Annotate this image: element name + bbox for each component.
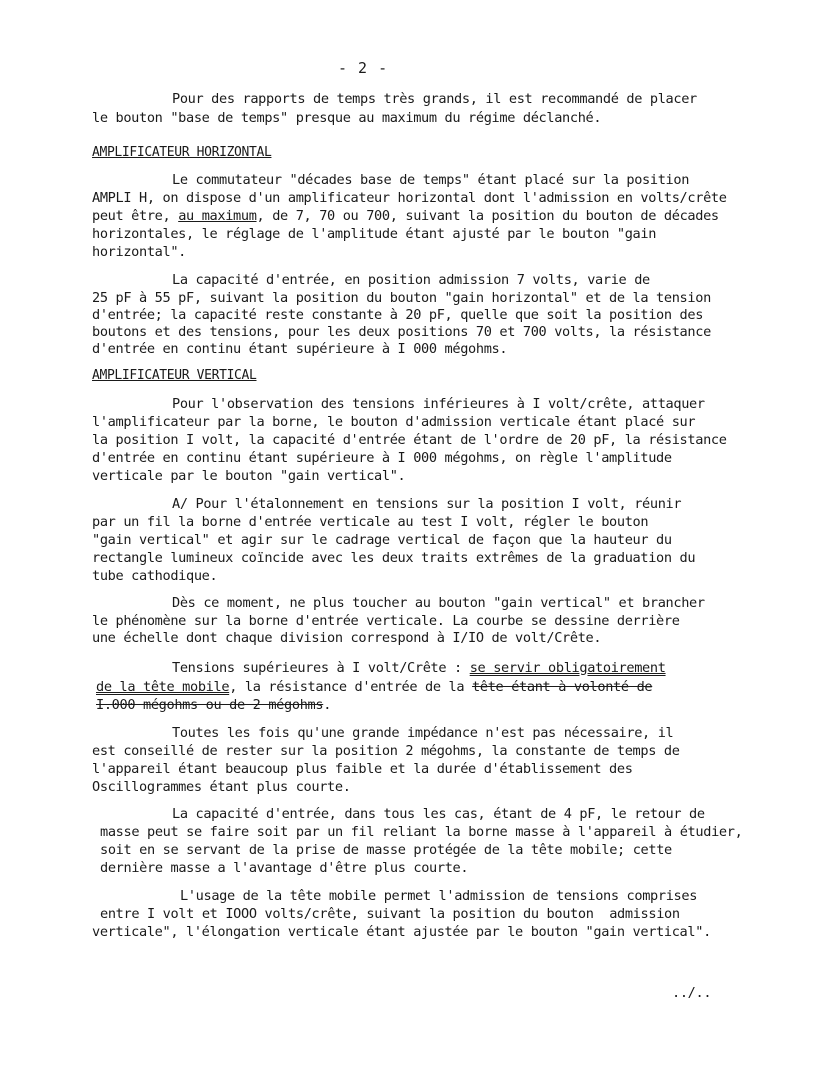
underlined-text: se servir obligatoirement [469, 660, 666, 676]
text-line: une échelle dont chaque division correspond à I/IO de volt/Crête. [92, 630, 602, 646]
underlined-text: au maximum [178, 208, 257, 224]
section-heading: AMPLIFICATEUR VERTICAL [92, 368, 257, 383]
text-line: horizontal". [92, 244, 187, 260]
text-line: de la tête mobile, la résistance d'entrée de la tête étant à volonté de [96, 679, 653, 695]
text-line: masse peut se faire soit par un fil reliant la borne masse à l'appareil à étudier, [100, 824, 743, 840]
text-line: Toutes les fois qu'une grande impédance n'est pas nécessaire, il [172, 725, 674, 741]
text-line: boutons et des tensions, pour les deux positions 70 et 700 volts, la résistance [92, 324, 711, 340]
text-line: Dès ce moment, ne plus toucher au bouton "gain vertical" et brancher [172, 595, 705, 611]
text-line: horizontales, le réglage de l'amplitude étant ajusté par le bouton "gain [92, 226, 657, 242]
text-line: d'entrée en continu étant supérieure à I 000 mégohms, on règle l'amplitude [92, 450, 672, 466]
text-line: A/ Pour l'étalonnement en tensions sur la position I volt, réunir [172, 496, 682, 512]
text-line: peut être, au maximum, de 7, 70 ou 700, suivant la position du bouton de décades [92, 208, 719, 224]
page-number: - 2 - [338, 59, 389, 77]
text-line: Pour l'observation des tensions inférieures à I volt/crête, attaquer [172, 396, 705, 412]
text-line: d'entrée en continu étant supérieure à I 000 mégohms. [92, 341, 508, 357]
text-line: Le commutateur "décades base de temps" étant placé sur la position [172, 172, 690, 188]
text-line: tube cathodique. [92, 568, 218, 584]
text-line: 25 pF à 55 pF, suivant la position du bouton "gain horizontal" et de la tension [92, 290, 711, 306]
text-line: est conseillé de rester sur la position 2 mégohms, la constante de temps de [92, 743, 680, 759]
text-line: le phénomène sur la borne d'entrée verticale. La courbe se dessine derrière [92, 613, 680, 629]
text-line: soit en se servant de la prise de masse protégée de la tête mobile; cette [100, 842, 672, 858]
section-heading: AMPLIFICATEUR HORIZONTAL [92, 145, 272, 160]
text-line: entre I volt et IOOO volts/crête, suivant la position du bouton admission [100, 906, 680, 922]
text-line: Oscillogrammes étant plus courte. [92, 779, 351, 795]
text-line: le bouton "base de temps" presque au maximum du régime déclanché. [92, 110, 602, 126]
text-line: I.000 mégohms ou de 2 mégohms. [96, 697, 332, 713]
text-line: la position I volt, la capacité d'entrée étant de l'ordre de 20 pF, la résistance [92, 432, 727, 448]
struck-text: tête étant à volonté de [472, 679, 653, 695]
text-line: verticale par le bouton "gain vertical". [92, 468, 406, 484]
text-line: "gain vertical" et agir sur le cadrage vertical de façon que la hauteur du [92, 532, 672, 548]
text-line: La capacité d'entrée, dans tous les cas, étant de 4 pF, le retour de [172, 806, 705, 822]
text-line: dernière masse a l'avantage d'être plus courte. [100, 860, 469, 876]
text-line: par un fil la borne d'entrée verticale au test I volt, régler le bouton [92, 514, 649, 530]
text-line: rectangle lumineux coïncide avec les deux traits extrêmes de la graduation du [92, 550, 696, 566]
text-line: AMPLI H, on dispose d'un amplificateur horizontal dont l'admission en volts/crête [92, 190, 727, 206]
underlined-text: de la tête mobile [96, 679, 230, 695]
text-line: l'amplificateur par la borne, le bouton d'admission verticale étant placé sur [92, 414, 696, 430]
text-line: La capacité d'entrée, en position admission 7 volts, varie de [172, 272, 650, 288]
text-line: L'usage de la tête mobile permet l'admission de tensions comprises [180, 888, 698, 904]
text-line: Pour des rapports de temps très grands, il est recommandé de placer [172, 91, 697, 107]
text-line: verticale", l'élongation verticale étant ajustée par le bouton "gain vertical". [92, 924, 711, 940]
text-line: Tensions supérieures à I volt/Crête : se servir obligatoirement [172, 660, 666, 676]
continuation-mark: ../.. [672, 985, 712, 1001]
text-line: l'appareil étant beaucoup plus faible et la durée d'établissement des [92, 761, 633, 777]
struck-text: I.000 mégohms ou de 2 mégohms [96, 697, 324, 713]
text-line: d'entrée; la capacité reste constante à 20 pF, quelle que soit la position des [92, 307, 704, 323]
